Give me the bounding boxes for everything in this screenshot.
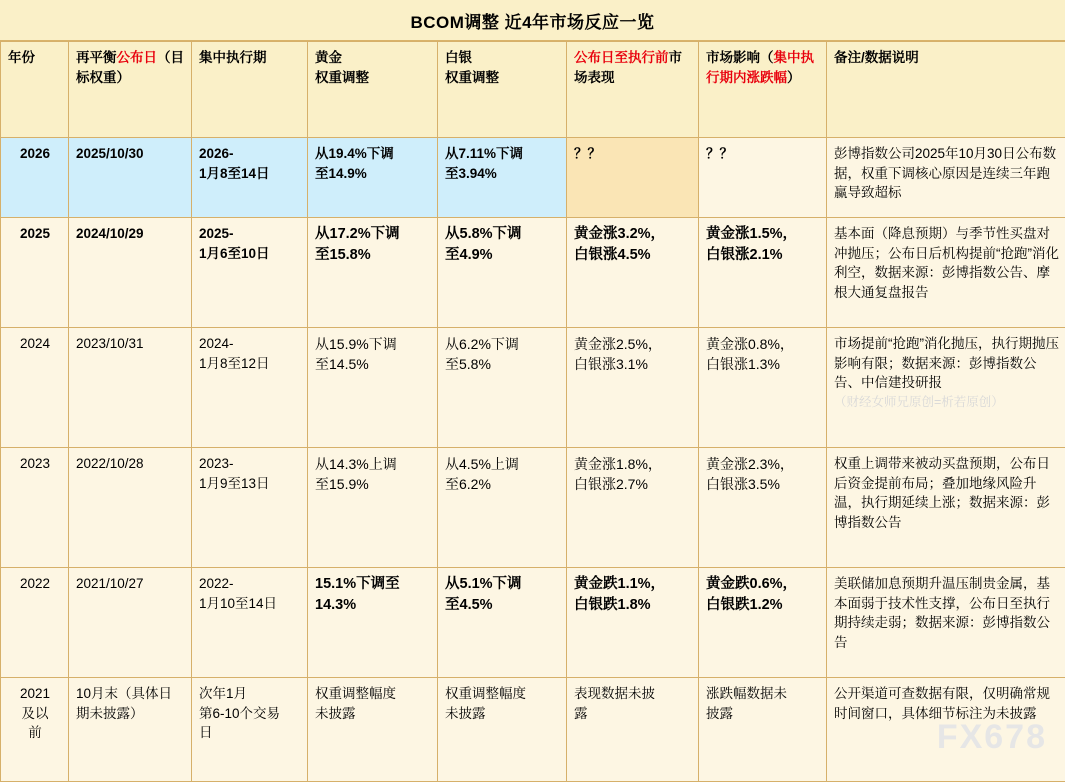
impact-line-2: 白银涨2.1% (706, 245, 820, 266)
cell-notes: 彭博指数公司2025年10月30日公布数据，权重下调核心原因是连续三年跑赢导致超标 (827, 138, 1065, 218)
exec-line-2: 第6-10个交易 (199, 704, 301, 724)
col-header-pre-part2: 市场表现 (574, 50, 682, 85)
pre-line-1: 表现数据未披 (574, 684, 692, 704)
cell-announce-date: 2021/10/27 (69, 568, 192, 678)
exec-line-1: 2026- (199, 144, 301, 164)
col-header-gold-part2: 权重调整 (315, 68, 431, 88)
silver-line-1: 从5.1%下调 (445, 574, 560, 595)
col-header-silver-part1: 白银 (445, 48, 560, 68)
cell-gold-weight (308, 218, 438, 328)
cell-notes: 基本面（降息预期）与季节性买盘对冲抛压；公布日后机构提前“抢跑”消化利空，数据来源：彭博指数公告、摩根大通复盘报告 (827, 218, 1065, 328)
col-header-gold-weight (308, 42, 438, 138)
col-header-silver-weight (438, 42, 567, 138)
exec-line-1: 2023- (199, 454, 301, 474)
exec-line-2: 1月8至12日 (199, 354, 301, 374)
gold-line-2: 未披露 (315, 704, 431, 724)
cell-gold-weight (308, 678, 438, 782)
site-watermark: FX678 (937, 718, 1047, 757)
cell-notes: 公开渠道可查数据有限，仅明确常规时间窗口，具体细节标注为未披露 (827, 678, 1065, 782)
col-header-notes (827, 42, 1065, 138)
col-header-year-label: 年份 (8, 50, 35, 65)
silver-line-1: 从7.11%下调 (445, 144, 560, 164)
gold-line-1: 15.1%下调至 (315, 574, 431, 595)
market-reaction-table (0, 41, 1065, 782)
col-header-impact-part1: 市场影响（ (706, 50, 774, 65)
silver-line-2: 至6.2% (445, 474, 560, 494)
cell-pre-exec-performance: ？？ (567, 138, 699, 218)
pre-line-2: 露 (574, 704, 692, 724)
pre-line-1: 黄金跌1.1%， (574, 574, 692, 595)
gold-line-1: 权重调整幅度 (315, 684, 431, 704)
impact-line-1: 涨跌幅数据未 (706, 684, 820, 704)
cell-announce-date: 2025/10/30 (69, 138, 192, 218)
cell-pre-exec-performance (567, 328, 699, 448)
silver-line-2: 至5.8% (445, 354, 560, 374)
impact-line-1: 黄金涨2.3%， (706, 454, 820, 474)
impact-line-1: 黄金涨1.5%， (706, 224, 820, 245)
gold-line-2: 至15.8% (315, 245, 431, 266)
cell-notes: 权重上调带来被动买盘预期，公布日后资金提前布局；叠加地缘风险升温，执行期延续上涨；数据来源：彭博指数公告 (827, 448, 1065, 568)
impact-line-1: 黄金跌0.6%， (706, 574, 820, 595)
cell-market-impact (699, 678, 827, 782)
silver-line-2: 至4.9% (445, 245, 560, 266)
cell-announce-date: 2024/10/29 (69, 218, 192, 328)
cell-year (1, 678, 69, 782)
col-header-announce-part2: 公布日 (117, 50, 158, 65)
table-row (1, 568, 1065, 678)
cell-silver-weight (438, 448, 567, 568)
exec-line-2: 1月9至13日 (199, 474, 301, 494)
impact-line-2: 披露 (706, 704, 820, 724)
exec-line-3: 日 (199, 723, 301, 743)
impact-line-2: 白银跌1.2% (706, 595, 820, 616)
cell-pre-exec-performance (567, 568, 699, 678)
table-row (1, 328, 1065, 448)
exec-line-2: 1月6至10日 (199, 244, 301, 264)
table-header (1, 42, 1065, 138)
cell-year: 2024 (1, 328, 69, 448)
cell-year: 2025 (1, 218, 69, 328)
cell-announce-date: 2023/10/31 (69, 328, 192, 448)
cell-year: 2026 (1, 138, 69, 218)
notes-watermark: （财经女师兄原创=析若原创） (834, 393, 1059, 411)
table-row (1, 448, 1065, 568)
gold-line-1: 从17.2%下调 (315, 224, 431, 245)
cell-gold-weight (308, 328, 438, 448)
table-body (1, 138, 1065, 782)
cell-exec-window (192, 678, 308, 782)
cell-silver-weight (438, 678, 567, 782)
cell-silver-weight (438, 138, 567, 218)
col-header-announce-date (69, 42, 192, 138)
year-line-1: 2021 (8, 684, 62, 704)
cell-year: 2023 (1, 448, 69, 568)
cell-notes: 美联储加息预期升温压制贵金属，基本面弱于技术性支撑，公布日至执行期持续走弱；数据来源：彭博指数公告 (827, 568, 1065, 678)
cell-pre-exec-performance (567, 448, 699, 568)
exec-line-2: 1月10至14日 (199, 594, 301, 614)
cell-market-impact (699, 218, 827, 328)
pre-line-1: 黄金涨1.8%， (574, 454, 692, 474)
col-header-market-impact (699, 42, 827, 138)
pre-line-2: 白银涨4.5% (574, 245, 692, 266)
col-header-exec-window (192, 42, 308, 138)
impact-line-1: 黄金涨0.8%， (706, 334, 820, 354)
pre-line-2: 白银跌1.8% (574, 595, 692, 616)
exec-line-1: 2024- (199, 334, 301, 354)
cell-silver-weight (438, 328, 567, 448)
cell-gold-weight (308, 568, 438, 678)
pre-line-1: 黄金涨3.2%， (574, 224, 692, 245)
cell-pre-exec-performance (567, 678, 699, 782)
col-header-announce-part1: 再平衡 (76, 50, 117, 65)
col-header-pre-exec-performance (567, 42, 699, 138)
cell-exec-window (192, 568, 308, 678)
col-header-announce-part3: （目标权重） (76, 50, 184, 85)
cell-exec-window (192, 138, 308, 218)
silver-line-1: 权重调整幅度 (445, 684, 560, 704)
year-line-2: 及以 (8, 704, 62, 724)
gold-line-1: 从14.3%上调 (315, 454, 431, 474)
cell-gold-weight (308, 138, 438, 218)
silver-line-1: 从4.5%上调 (445, 454, 560, 474)
table-row (1, 138, 1065, 218)
cell-year: 2022 (1, 568, 69, 678)
pre-line-2: 白银涨3.1% (574, 354, 692, 374)
silver-line-1: 从5.8%下调 (445, 224, 560, 245)
cell-market-impact: ？？ (699, 138, 827, 218)
cell-silver-weight (438, 218, 567, 328)
year-line-3: 前 (8, 723, 62, 743)
table-header-row (1, 42, 1065, 138)
title-bar (0, 0, 1065, 41)
col-header-exec-label: 集中执行期 (199, 50, 267, 65)
gold-line-1: 从19.4%下调 (315, 144, 431, 164)
pre-line-2: 白银涨2.7% (574, 474, 692, 494)
notes-text: 市场提前“抢跑”消化抛压，执行期抛压影响有限；数据来源：彭博指数公告、中信建投研报 (834, 334, 1059, 393)
silver-line-1: 从6.2%下调 (445, 334, 560, 354)
col-header-silver-part2: 权重调整 (445, 68, 560, 88)
cell-notes (827, 328, 1065, 448)
cell-market-impact (699, 328, 827, 448)
impact-line-2: 白银涨1.3% (706, 354, 820, 374)
impact-line-2: 白银涨3.5% (706, 474, 820, 494)
col-header-gold-part1: 黄金 (315, 48, 431, 68)
exec-line-2: 1月8至14日 (199, 164, 301, 184)
cell-exec-window (192, 218, 308, 328)
col-header-impact-part3: ） (787, 70, 801, 85)
cell-announce-date: 2022/10/28 (69, 448, 192, 568)
table-row (1, 218, 1065, 328)
cell-exec-window (192, 328, 308, 448)
cell-market-impact (699, 448, 827, 568)
exec-line-1: 次年1月 (199, 684, 301, 704)
cell-exec-window (192, 448, 308, 568)
silver-line-2: 至3.94% (445, 164, 560, 184)
silver-line-2: 未披露 (445, 704, 560, 724)
pre-line-1: 黄金涨2.5%， (574, 334, 692, 354)
gold-line-2: 14.3% (315, 595, 431, 616)
cell-gold-weight (308, 448, 438, 568)
gold-line-2: 至14.9% (315, 164, 431, 184)
table-row (1, 678, 1065, 782)
gold-line-2: 至14.5% (315, 354, 431, 374)
exec-line-1: 2025- (199, 224, 301, 244)
cell-pre-exec-performance (567, 218, 699, 328)
col-header-year (1, 42, 69, 138)
gold-line-2: 至15.9% (315, 474, 431, 494)
col-header-pre-part1: 公布日至执行前 (574, 50, 669, 65)
col-header-impact-part2: 集中执行期内涨跌幅 (706, 50, 814, 85)
exec-line-1: 2022- (199, 574, 301, 594)
silver-line-2: 至4.5% (445, 595, 560, 616)
cell-silver-weight (438, 568, 567, 678)
page-title: BCOM调整 近4年市场反应一览 (410, 8, 654, 33)
cell-market-impact (699, 568, 827, 678)
cell-announce-date: 10月末（具体日期未披露） (69, 678, 192, 782)
col-header-notes-label: 备注/数据说明 (834, 50, 919, 65)
gold-line-1: 从15.9%下调 (315, 334, 431, 354)
